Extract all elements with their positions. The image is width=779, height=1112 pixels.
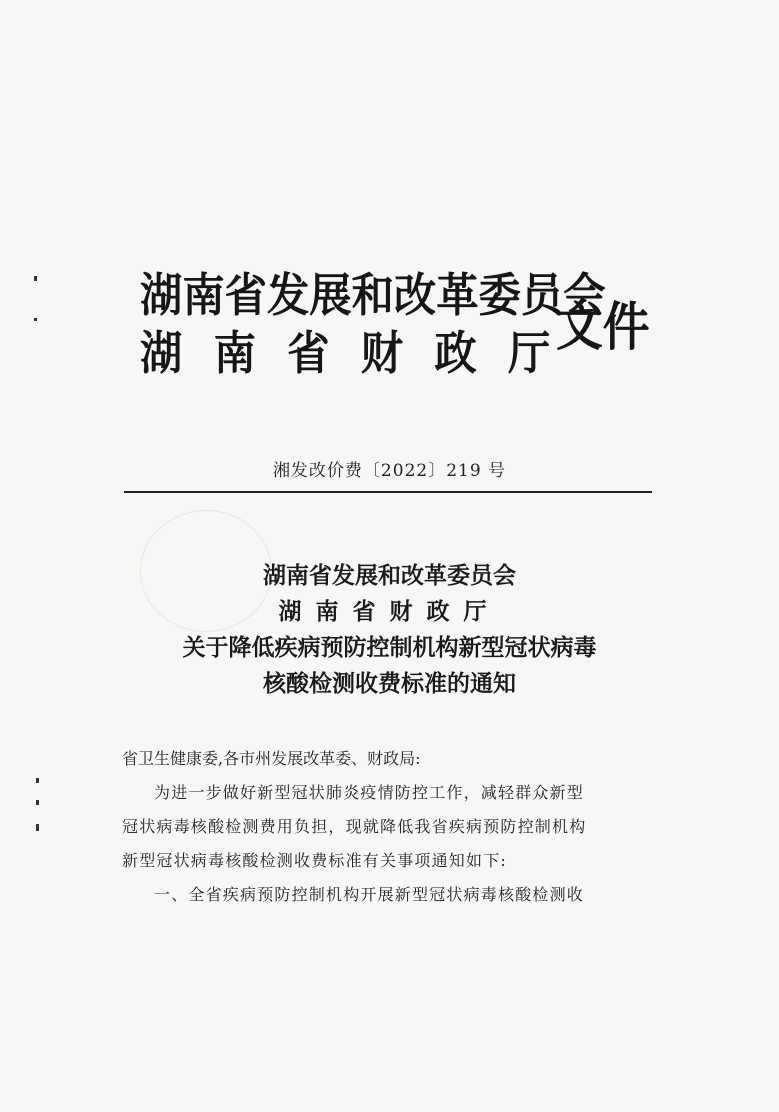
document-number: 湘发改价费〔2022〕219 号: [272, 461, 507, 481]
issuer-header: [140, 268, 660, 398]
paragraph-1-line-2: 冠状病毒核酸检测费用负担，现就降低我省疾病预防控制机构: [122, 817, 587, 836]
scan-speck: [36, 778, 39, 783]
title-line-3: 关于降低疾病预防控制机构新型冠状病毒: [182, 635, 597, 661]
scan-speck: [36, 800, 39, 805]
header-separator: [124, 491, 652, 493]
issuer-line-1: 湖南省发展和改革委员会: [140, 268, 606, 322]
paragraph-2-line-1: 一、全省疾病预防控制机构开展新型冠状病毒核酸检测收: [154, 885, 585, 904]
document-body: [122, 742, 662, 912]
salutation: 省卫生健康委,各市州发展改革委、财政局:: [122, 749, 421, 768]
scan-speck: [36, 824, 39, 831]
paragraph-1-line-3: 新型冠状病毒核酸检测收费标准有关事项通知如下:: [122, 851, 507, 870]
scan-speck: [34, 276, 37, 281]
issuer-line-2: 湖南省财政厅: [140, 326, 582, 380]
title-line-1: 湖南省发展和改革委员会: [263, 563, 516, 589]
title-line-2: 湖南省财政厅: [278, 599, 501, 625]
issuer-suffix: 文件: [556, 298, 650, 358]
paragraph-1-line-1: 为进一步做好新型冠状肺炎疫情防控工作，减轻群众新型: [154, 783, 585, 802]
document-title: [0, 558, 779, 702]
scan-speck: [34, 318, 37, 321]
title-line-4: 核酸检测收费标准的通知: [263, 671, 516, 697]
